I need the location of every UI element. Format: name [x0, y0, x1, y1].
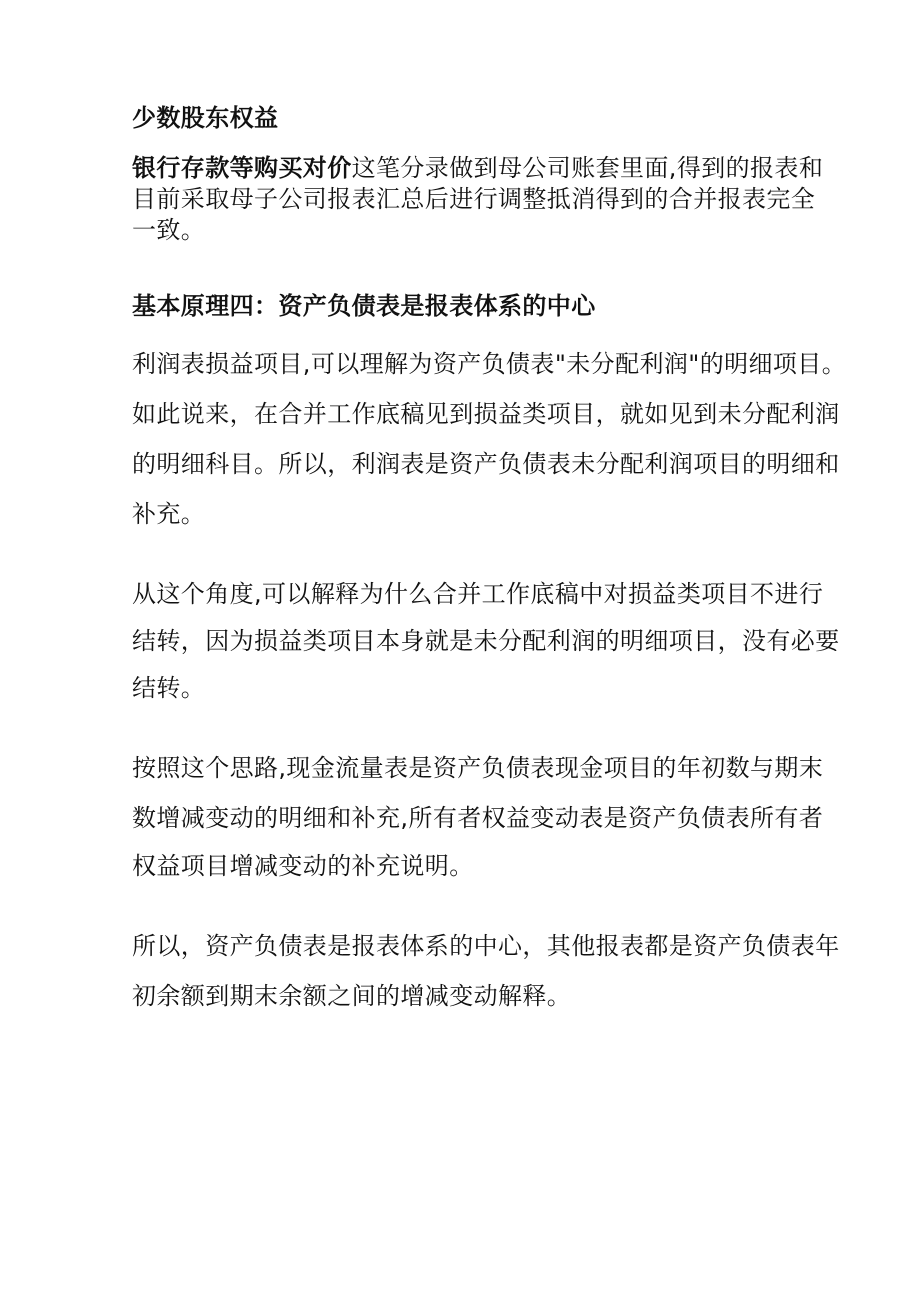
para-d-line-2: 数增减变动的明细和补充,所有者权益变动表是资产负债表所有者 [132, 804, 824, 832]
para-e-line-1: 所以，资产负债表是报表体系的中心，其他报表都是资产负债表年 [132, 932, 840, 960]
para-b-line-2: 如此说来，在合并工作底稿见到损益类项目，就如见到未分配利润 [132, 400, 840, 428]
para-e-line-2: 初余额到期末余额之间的增减变动解释。 [132, 982, 572, 1010]
para-a-line-1-rest: 这笔分录做到母公司账套里面,得到的报表和 [351, 154, 824, 182]
para-a-bold-lead: 银行存款等购买对价 [132, 154, 352, 182]
para-d-line-1: 按照这个思路,现金流量表是资产负债表现金项目的年初数与期末 [132, 754, 824, 782]
para-d-line-3: 权益项目增减变动的补充说明。 [132, 852, 474, 880]
heading-principle-four: 基本原理四：资产负债表是报表体系的中心 [132, 292, 596, 320]
para-a-line-3: 一致。 [132, 216, 206, 244]
para-a-line-2: 目前采取母子公司报表汇总后进行调整抵消得到的合并报表完全 [132, 185, 816, 213]
para-c-line-2: 结转，因为损益类项目本身就是未分配利润的明细项目，没有必要 [132, 627, 840, 655]
para-b-line-3: 的明细科目。所以，利润表是资产负债表未分配利润项目的明细和 [132, 450, 840, 478]
heading-minority-interest: 少数股东权益 [132, 104, 279, 132]
para-a-line-1 [132, 152, 823, 184]
para-c-line-3: 结转。 [132, 674, 206, 702]
para-b-line-4: 补充。 [132, 500, 206, 528]
para-c-line-1: 从这个角度,可以解释为什么合并工作底稿中对损益类项目不进行 [132, 580, 824, 608]
para-b-line-1: 利润表损益项目,可以理解为资产负债表"未分配利润"的明细项目。 [132, 350, 847, 378]
